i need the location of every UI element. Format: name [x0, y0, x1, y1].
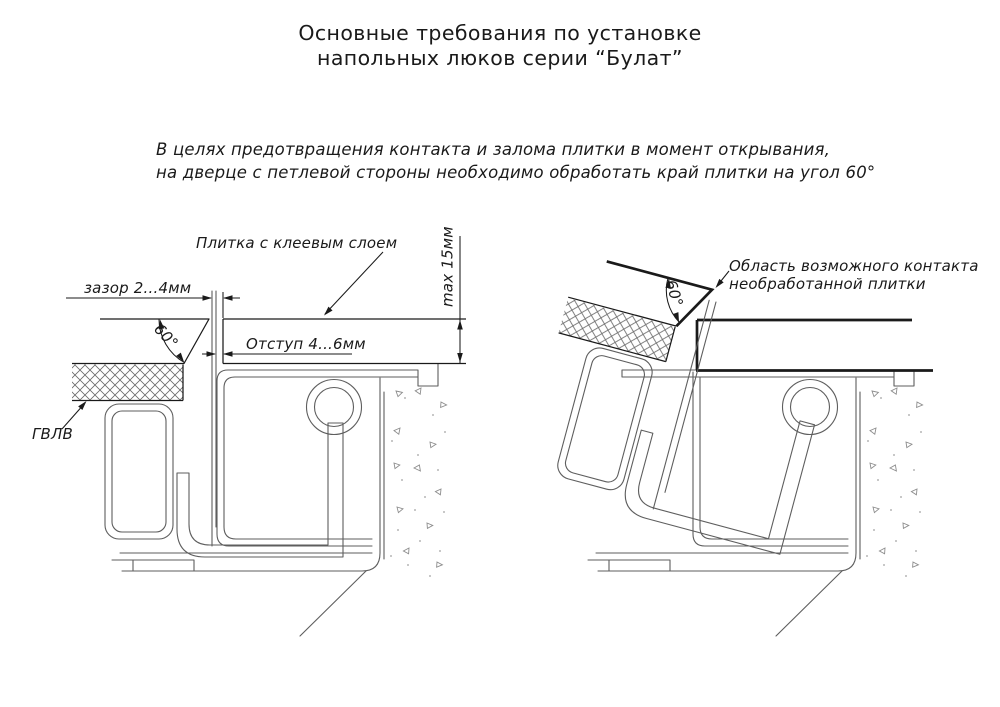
hinge-pivot-inner — [315, 388, 354, 427]
page-title-line1: Основные требования по установке — [298, 21, 702, 45]
gvl-board-label: ГВЛВ — [32, 425, 74, 443]
opening-hatch-view — [518, 254, 933, 636]
break-line — [776, 571, 842, 636]
note-line1: В целях предотвращения контакта и залома плитки в момент открывания, — [156, 140, 831, 159]
hinge-arm — [620, 382, 815, 554]
contact-area-label-line2: необработанной плитки — [729, 275, 926, 293]
door-tube-profile-inner — [112, 411, 166, 532]
contact-area-label-line1: Область возможного контакта — [729, 257, 979, 275]
frame-outer-edge — [598, 378, 860, 571]
door-tray-wall — [212, 291, 216, 546]
concrete-fill — [391, 388, 447, 576]
max-thickness-dimension — [457, 236, 463, 363]
max-thickness-label: max 15мм — [438, 226, 457, 308]
frame-flange — [622, 370, 914, 386]
gvl-board-hatch — [72, 365, 183, 401]
door-tile-beveled — [72, 319, 209, 364]
frame-bottom-flange — [588, 553, 848, 571]
note-line2: на дверце с петлевой стороны необходимо обработать край плитки на угол 60° — [156, 163, 876, 182]
bevel-angle-label-right: 60° — [661, 277, 687, 310]
page-title-line2: напольных люков серии “Булат” — [317, 46, 683, 70]
floor-tile-thick — [696, 320, 933, 371]
tile-leader — [322, 252, 383, 317]
door-tube-profile-outer — [105, 404, 173, 539]
tile-adhesive-label: Плитка с клеевым слоем — [196, 234, 398, 252]
hinge-arm — [177, 423, 343, 557]
door-tube-profile-inner — [563, 353, 646, 484]
bevel-angle-label-left: 60° — [150, 320, 182, 353]
offset-dimension-label: Отступ 4...6мм — [246, 335, 366, 353]
break-line — [300, 571, 366, 636]
contact-area-leader — [713, 271, 729, 290]
frame-outer-edge — [122, 378, 384, 571]
frame-bottom-flange — [112, 553, 372, 571]
door-tube-profile-outer — [555, 345, 656, 493]
frame-channel — [693, 372, 848, 546]
gap-dimension-label: зазор 2...4мм — [84, 279, 192, 297]
concrete-fill — [867, 388, 923, 576]
hinge-pivot-inner — [791, 388, 830, 427]
